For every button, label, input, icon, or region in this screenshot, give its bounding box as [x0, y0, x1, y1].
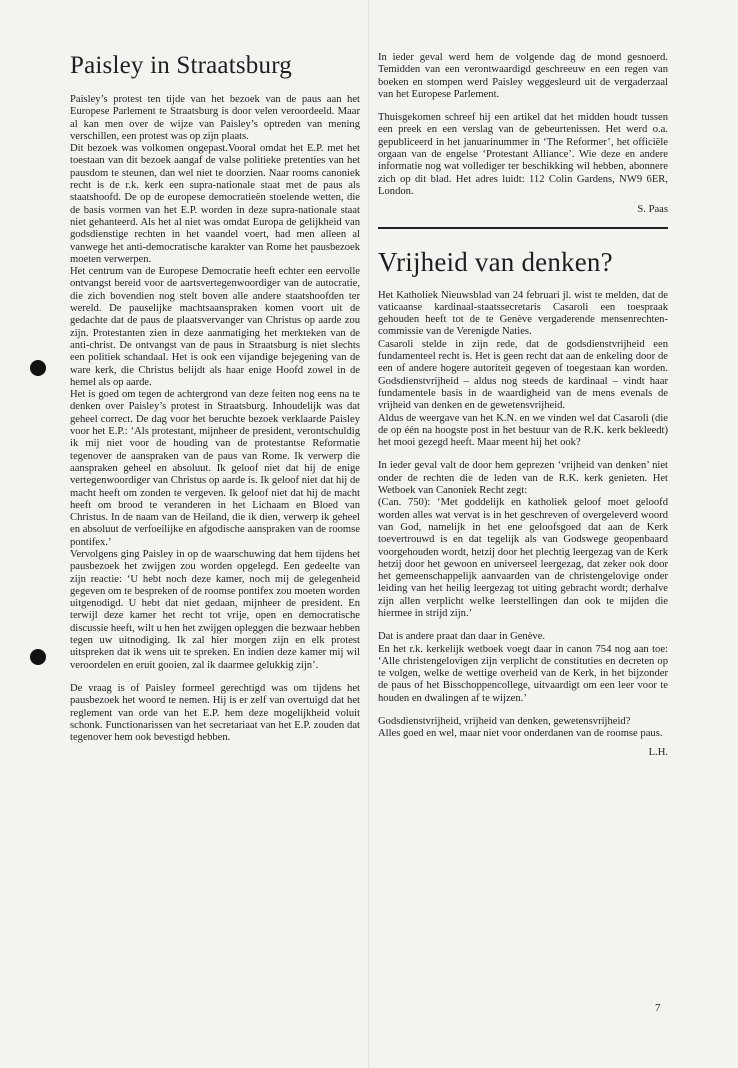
paragraph: Het is goed om tegen de achtergrond van deze feiten nog eens na te denken over Paisley’s protest in Straatsburg. Inhoudelijk was dat geheel correct. De dag voor het beruchte bezoek verklaarde Paisley voor het E.P.: ‘Als protestant, mijnheer de president, verontschuldig ik mij niet voor de houding van de protestantse Reformatie tegenover de aanspraken van de paus van Rome. Ik verwerp die aanspraken geheel en absoluut. Ik geloof niet dat hij de enige vertegenwoordiger van Christus op aarde is. Ik geloof niet dat hij de macht heeft om zonden te vergeven. Ik geloof niet dat hij de macht heeft om brood te veranderen in het Lichaam en Bloed van Christus. In de naam van de Heiland, die ik dien, verwerp ik geheel en absoluut de verfoeilijke en afgodische aanspraken van de roomse pontifex.’ [70, 389, 360, 548]
paragraph: In ieder geval werd hem de volgende dag de mond gesnoerd. Temidden van een verontwaardigd geschreeuw en een regen van boeken en stompen werd Paisley weggesleurd uit de vergaderzaal van het Europese Parlement. [378, 52, 668, 100]
article-title-vrijheid: Vrijheid van denken? [378, 246, 613, 277]
left-column [70, 52, 360, 744]
punch-hole-lower [30, 649, 46, 665]
paragraph: Vervolgens ging Paisley in op de waarschuwing dat hem tijdens het pausbezoek het zwijgen zou worden opgelegd. Een gedeelte van zijn reactie: ‘U hebt noch deze kamer, noch mij de gelegenheid gegeven om te bespreken of de roomse pontifex zou moeten worden uitgenodigd. U hebt dat niet gedaan, mijnheer de president. En terwijl deze kamer het recht tot vrije, open en democratische discussie heeft, wilt u hen het zwijgen opleggen die bezwaar hebben tegen uw uitnodiging. Ik zal hier morgen zijn en elk protest uitspreken dat ik wens uit te spreken. En indien deze kamer mij wil veroordelen en eruit gooien, zal ik daarmee gelukkig zijn’. [70, 548, 360, 671]
paragraph: Dat is andere praat dan daar in Genève. [378, 631, 546, 643]
paragraph: In ieder geval valt de door hem geprezen ‘vrijheid van denken’ niet onder de rechten die de leden van de R.K. kerk genieten. Het Wetboek van Canoniek Recht zegt: [378, 460, 668, 497]
article-title-paisley: Paisley in Straatsburg [70, 52, 292, 79]
paragraph: Paisley’s protest ten tijde van het bezoek van de paus aan het Europese Parlement te Straatsburg is door velen veroordeeld. Maar al kan men over de wijze van Paisley’s optreden van mening verschillen, een protest was op zijn plaats. [70, 94, 360, 142]
paragraph: Dit bezoek was volkomen ongepast.Vooral omdat het E.P. met het toestaan van dit bezoek aangaf de valse politieke pretenties van het pausdom te steunen, dan wel niet te doorzien. Naar rooms canoniek recht is de r.k. kerk een supra-nationale staat met de paus als staatshoofd. De op de europese democratieën stoelende wetten, die de basis vormen van het E.P. worden in deze supra-nationale staat niet gehanteerd. Als het al niet was omdat Europa de gelijkheid van godsdienstige rechten in het vaandel voert, had men alleen al vanwege het anti-democratische karakter van Rome het pausbezoek moeten verwerpen. [70, 143, 360, 265]
paragraph: (Can. 750): ‘Met goddelijk en katholiek geloof moet geloofd worden alles wat vervat is in het geschreven of overgeleverd woord van God, namelijk in het ene geloofsgoed dat aan de Kerk toevertrouwd is en dat tegelijk als van Godswege geopenbaard voorgehouden wordt, hetzij door het plechtig leergezag van de Kerk hetzij door het gewoon en universeel leergezag, dat zeker ook door het gemeenschappelijk aanvaarden van de christengelovige onder leiding van het heilig leergezag tot uiting gebracht wordt; derhalve zijn allen verplicht welke leerstellingen dan ook te mijden die hiermee in strijd zijn.’ [378, 497, 668, 619]
paragraph: Het Katholiek Nieuwsblad van 24 februari jl. wist te melden, dat de vaticaanse kardinaal-staatssecretaris Casaroli een toespraak gehouden heeft tot de te Genève vergaderende mensenrechten-commissie van de Verenigde Naties. [378, 289, 668, 338]
paragraph: Godsdienstvrijheid, vrijheid van denken, gewetensvrijheid? [378, 716, 631, 728]
paragraph: Alles goed en wel, maar niet voor onderdanen van de roomse paus. [378, 728, 663, 740]
page-fold [368, 0, 369, 1068]
punch-hole-upper [30, 360, 46, 376]
paragraph: Het centrum van de Europese Democratie heeft echter een eervolle ontvangst bereid voor de aartsvertegenwoordiger van de autocratie, die zich bovendien nog stelt boven alle andere staatshoofden ter wereld. De pauselijke machtsaanspraken komen voort uit de gedachte dat de paus de plaatsvervanger van Christus op aarde zou zijn. Protestanten zien in deze aanmatiging het merkteken van de anti-christ. De ontvangst van de paus in Straatsburg is niet slechts een politiek schandaal. Het is ook een vijandige bejegening van de ware kerk, die Christus belijdt als haar enige Hoofd zowel in de hemel als op aarde. [70, 266, 360, 388]
author-signature: L.H. [648, 746, 668, 758]
paragraph: En het r.k. kerkelijk wetboek voegt daar in canon 754 nog aan toe: ‘Alle christengelovigen zijn verplicht de constituties en decreten op te volgen, welke de wettige overheid van de Kerk, in het bijzonder de paus of het Bisschoppencollege, uitvaardigt om een leer voor te houden en dwalingen af te wijzen.’ [378, 643, 668, 704]
paragraph: Aldus de weergave van het K.N. en we vinden wel dat Casaroli (die de op één na hoogste post in het bestuur van de R.K. kerk bekleedt) het mooi gezegd heeft. Maar meent hij het ook? [378, 412, 668, 449]
paragraph: De vraag is of Paisley formeel gerechtigd was om tijdens het pausbezoek het woord te nemen. Hij is er zelf van overtuigd dat het reglement van orde van het E.P. hem deze mogelijkheid voluit schonk. Functionarissen van het secretariaat van het E.P. zouden dat tegenover hem ook bevestigd hebben. [70, 682, 360, 744]
right-column [378, 52, 668, 759]
paragraph: Thuisgekomen schreef hij een artikel dat het midden houdt tussen een preek en een verslag van de gebeurtenissen. Het werd o.a. gepubliceerd in het januarinummer in ‘The Reformer’, het officiële orgaan van de engelse ‘Protestant Alliance’. Wie deze en andere informatie nog wat vollediger ter beschikking wil hebben, abonnere zich op dit blad. Het adres luidt: 112 Colin Gardens, NW9 6ER, London. [378, 112, 668, 197]
author-signature: S. Paas [637, 204, 668, 216]
paragraph: Casaroli stelde in zijn rede, dat de godsdienstvrijheid een fundamenteel recht is. Het is geen recht dat aan de enkeling door de een of andere hogere autoriteit gegeven of toegestaan kan worden. Godsdienstvrijheid – aldus nog steeds de kardinaal – vindt haar fundamentele basis in de waardigheid van de mens evenals de vrijheid van denken en de gewetensvrijheid. [378, 338, 668, 412]
page-number: 7 [655, 1002, 661, 1014]
section-divider [378, 227, 668, 229]
